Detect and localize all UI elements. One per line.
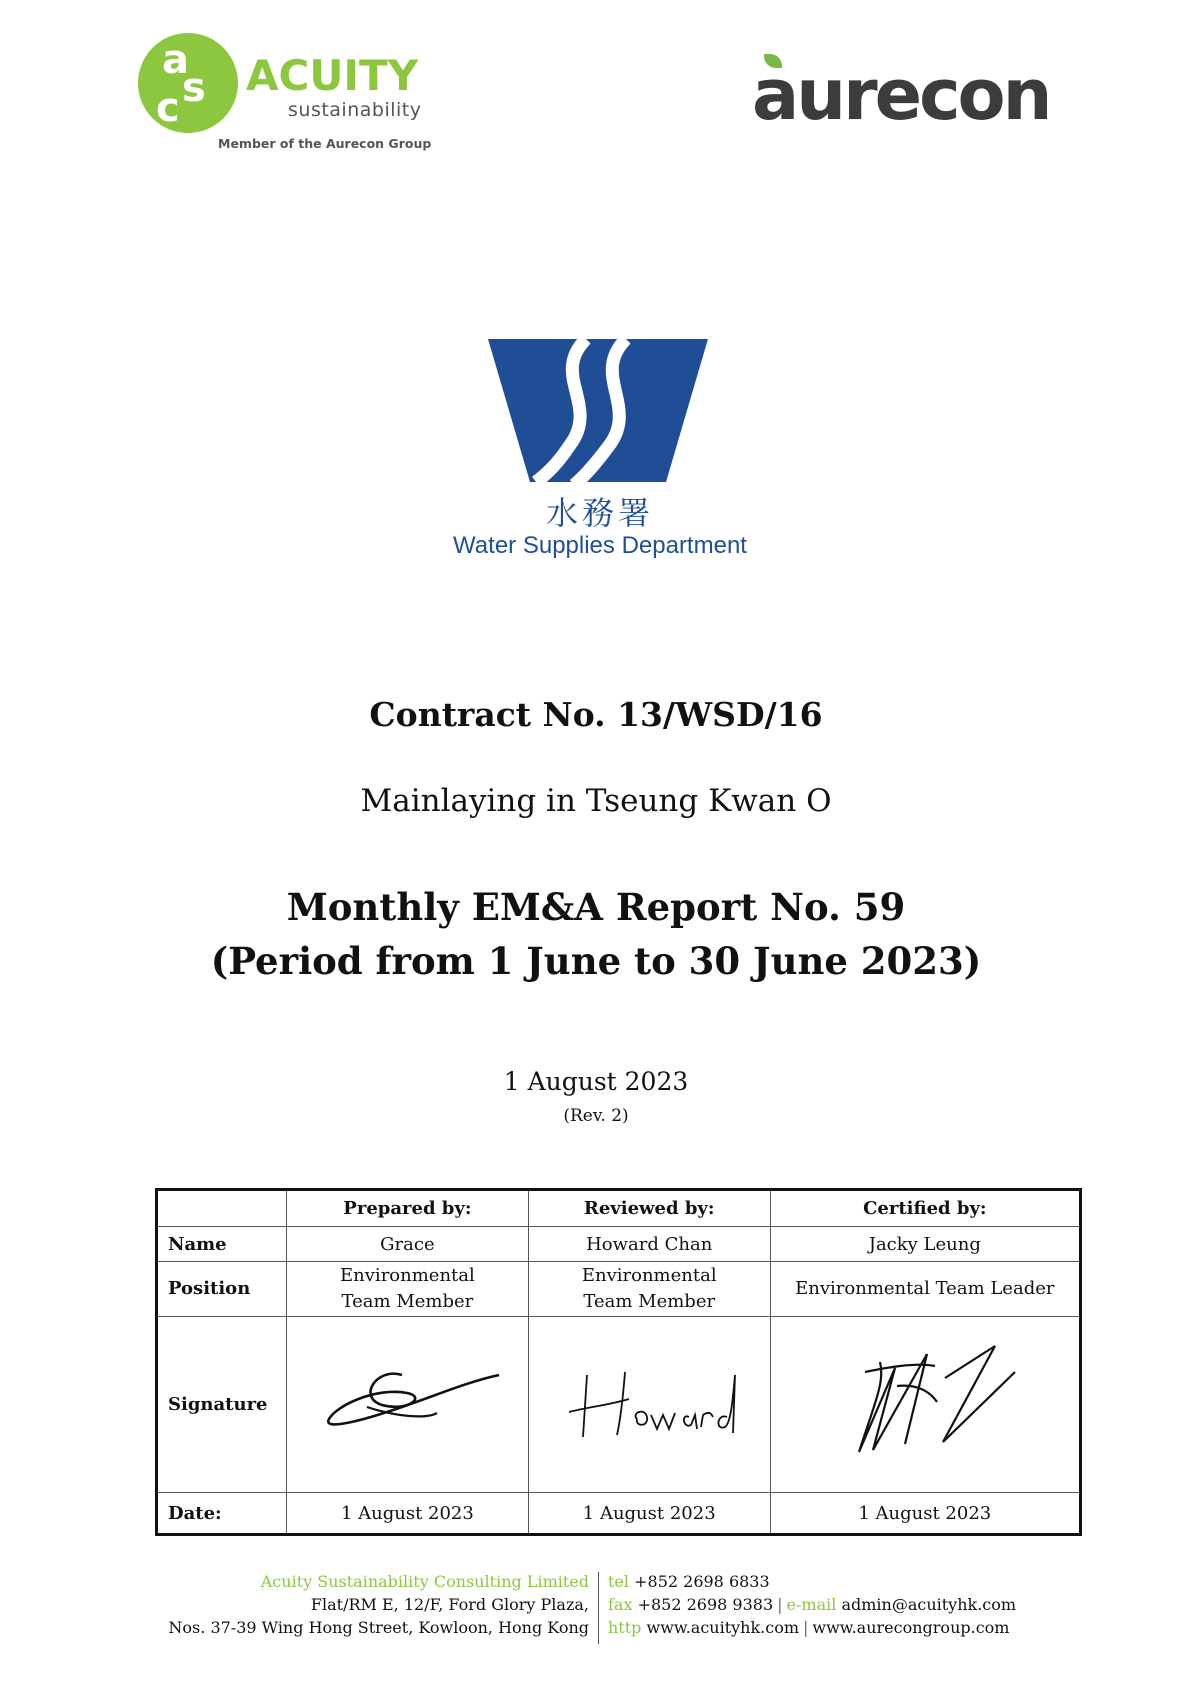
signature-reviewer: [528, 1317, 770, 1493]
date-preparer: 1 August 2023: [287, 1493, 529, 1535]
name-reviewer: Howard Chan: [528, 1227, 770, 1262]
contract-number: Contract No. 13/WSD/16: [369, 695, 823, 734]
monogram-c: c: [156, 85, 180, 131]
footer-divider: [598, 1572, 599, 1644]
website-aurecon[interactable]: www.aurecongroup.com: [812, 1618, 1010, 1637]
tel-number: +852 2698 6833: [634, 1572, 770, 1591]
footer-fax-line: [608, 1593, 1016, 1616]
name-preparer: Grace: [287, 1227, 529, 1262]
footer-address-line2: Nos. 37-39 Wing Hong Street, Kowloon, Hong Kong: [168, 1618, 589, 1637]
date-reviewer: 1 August 2023: [528, 1493, 770, 1535]
email-address[interactable]: admin@acuityhk.com: [841, 1595, 1017, 1614]
acuity-tagline: sustainability: [288, 99, 422, 121]
row-label-position: Position: [157, 1262, 287, 1317]
row-label-date: Date:: [157, 1493, 287, 1535]
signature-preparer: [287, 1317, 529, 1493]
signature-howard: [549, 1357, 749, 1447]
name-certifier: Jacky Leung: [770, 1227, 1080, 1262]
footer-contact-block: [608, 1570, 1016, 1639]
tel-label: tel: [608, 1572, 630, 1591]
footer-tel-line: [608, 1570, 1016, 1593]
header-prepared-by: Prepared by:: [287, 1190, 529, 1227]
position-preparer: [287, 1262, 529, 1317]
table-row-name: [157, 1227, 1081, 1262]
monogram-s: s: [182, 65, 206, 111]
fax-number: +852 2698 9383: [637, 1595, 774, 1614]
aurecon-logo: [752, 54, 1082, 134]
report-title-block: [0, 880, 1192, 988]
report-date: 1 August 2023: [503, 1067, 689, 1096]
signature-grace: [307, 1357, 507, 1447]
corner-cell: [157, 1190, 287, 1227]
table-row-position: [157, 1262, 1081, 1317]
table-row-signature: [157, 1317, 1081, 1493]
fax-label: fax: [608, 1595, 633, 1614]
separator: |: [803, 1618, 809, 1637]
footer-company: Acuity Sustainability Consulting Limited: [260, 1572, 589, 1591]
report-period: (Period from 1 June to 30 June 2023): [210, 939, 982, 983]
website-acuity[interactable]: www.acuityhk.com: [646, 1618, 800, 1637]
footer-address-line1: Flat/RM E, 12/F, Ford Glory Plaza,: [310, 1595, 589, 1614]
header-reviewed-by: Reviewed by:: [528, 1190, 770, 1227]
signature-jacky-leung: [825, 1332, 1025, 1472]
footer-web-line: [608, 1616, 1016, 1639]
date-certifier: 1 August 2023: [770, 1493, 1080, 1535]
row-label-name: Name: [157, 1227, 287, 1262]
wsd-logo: [440, 335, 760, 565]
monogram-a: a: [162, 37, 189, 83]
aurecon-brand: aurecon: [752, 54, 1050, 136]
table-row-date: [157, 1493, 1081, 1535]
separator: |: [777, 1595, 783, 1614]
position-preparer-text: Environmental Team Member: [340, 1265, 475, 1312]
wsd-name-english: Water Supplies Department: [453, 532, 747, 559]
web-label: http: [608, 1618, 642, 1637]
footer: [0, 1570, 1192, 1650]
position-reviewer-text: Environmental Team Member: [581, 1265, 717, 1312]
report-title: Monthly EM&A Report No. 59: [286, 885, 906, 929]
signature-certifier: [770, 1317, 1080, 1493]
acuity-brand: ACUITY: [246, 51, 419, 100]
signoff-table: [155, 1188, 1082, 1536]
row-label-signature: Signature: [157, 1317, 287, 1493]
acuity-sustainability-logo: [138, 33, 438, 153]
wsd-emblem-icon: [440, 335, 760, 485]
footer-address-block: [168, 1570, 589, 1639]
acuity-member-note: Member of the Aurecon Group: [218, 136, 432, 151]
project-name: Mainlaying in Tseung Kwan O: [360, 783, 832, 819]
wsd-name-chinese: 水務署: [545, 494, 654, 532]
asc-monogram-icon: [138, 33, 238, 133]
header-certified-by: Certified by:: [770, 1190, 1080, 1227]
email-label: e-mail: [786, 1595, 837, 1614]
report-revision: (Rev. 2): [563, 1106, 629, 1126]
position-certifier: Environmental Team Leader: [770, 1262, 1080, 1317]
position-reviewer: [528, 1262, 770, 1317]
table-header-row: [157, 1190, 1081, 1227]
